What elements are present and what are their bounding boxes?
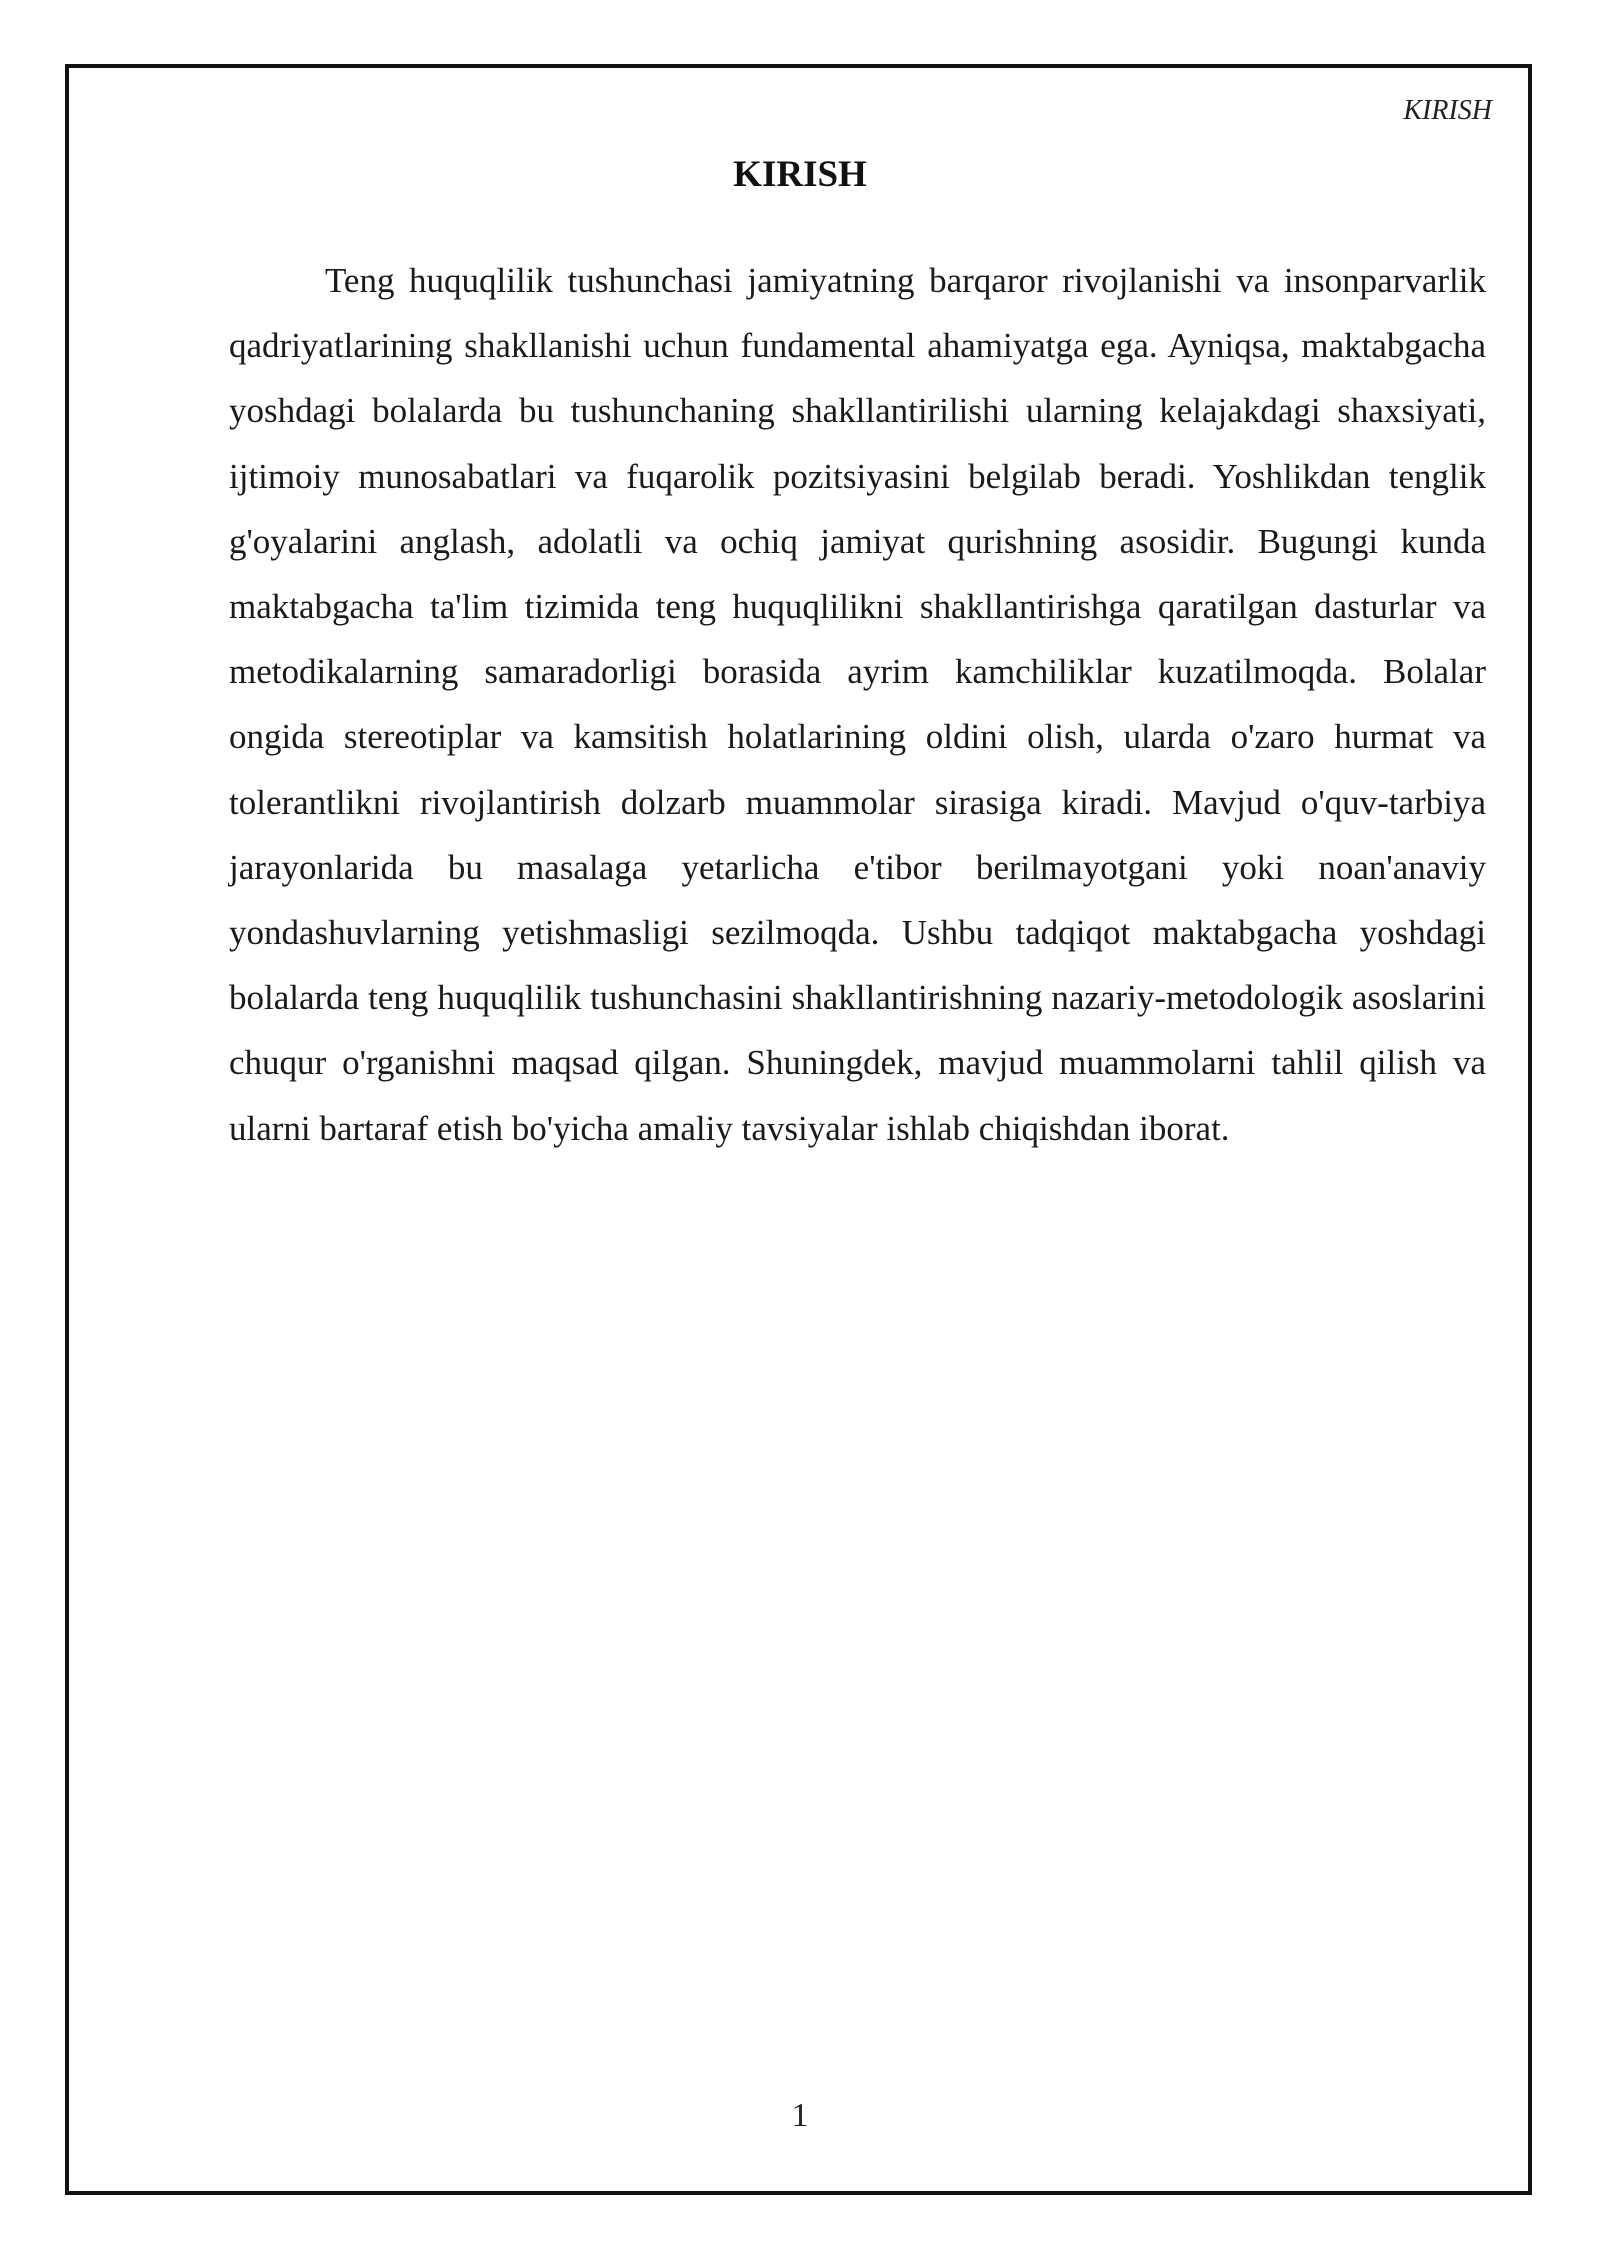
section-title: KIRISH — [733, 154, 867, 195]
page-number: 1 — [791, 2097, 809, 2134]
running-header: KIRISH — [1403, 95, 1492, 126]
body-paragraph: Teng huquqlilik tushunchasi jamiyatning barqaror rivojlanishi va insonparvarlik qadriyatlarining shakllanishi uchun fundamental ahamiyatga ega. Ayniqsa, maktabgacha yoshdagi bolalarda bu tushunchaning shakllantirilishi ularning kelajakdagi shaxsiyati, ijtimoiy munosabatlari va fuqarolik pozitsiyasini belgilab beradi. Yoshlikdan tenglik g'oyalarini anglash, adolatli va ochiq jamiyat qurishning asosidir. Bugungi kunda maktabgacha ta'lim tizimida teng huquqlilikni shakllantirishga qaratilgan dasturlar va metodikalarning samaradorligi borasida ayrim kamchiliklar kuzatilmoqda. Bolalar ongida stereotiplar va kamsitish holatlarining oldini olish, ularda o'zaro hurmat va tolerantlikni rivojlantirish dolzarb muammolar sirasiga kiradi. Mavjud o'quv-tarbiya jarayonlarida bu masalaga yetarlicha e'tibor berilmayotgani yoki noan'anaviy yondashuvlarning yetishmasligi sezilmoqda. Ushbu tadqiqot maktabgacha yoshdagi bolalarda teng huquqlilik tushunchasini shakllantirishning nazariy-metodologik asoslarini chuqur o'rganishni maqsad qilgan. Shuningdek, mavjud muammolarni tahlil qilish va ularni bartaraf etish bo'yicha amaliy tavsiyalar ishlab chiqishdan iborat. — [229, 261, 1486, 1148]
